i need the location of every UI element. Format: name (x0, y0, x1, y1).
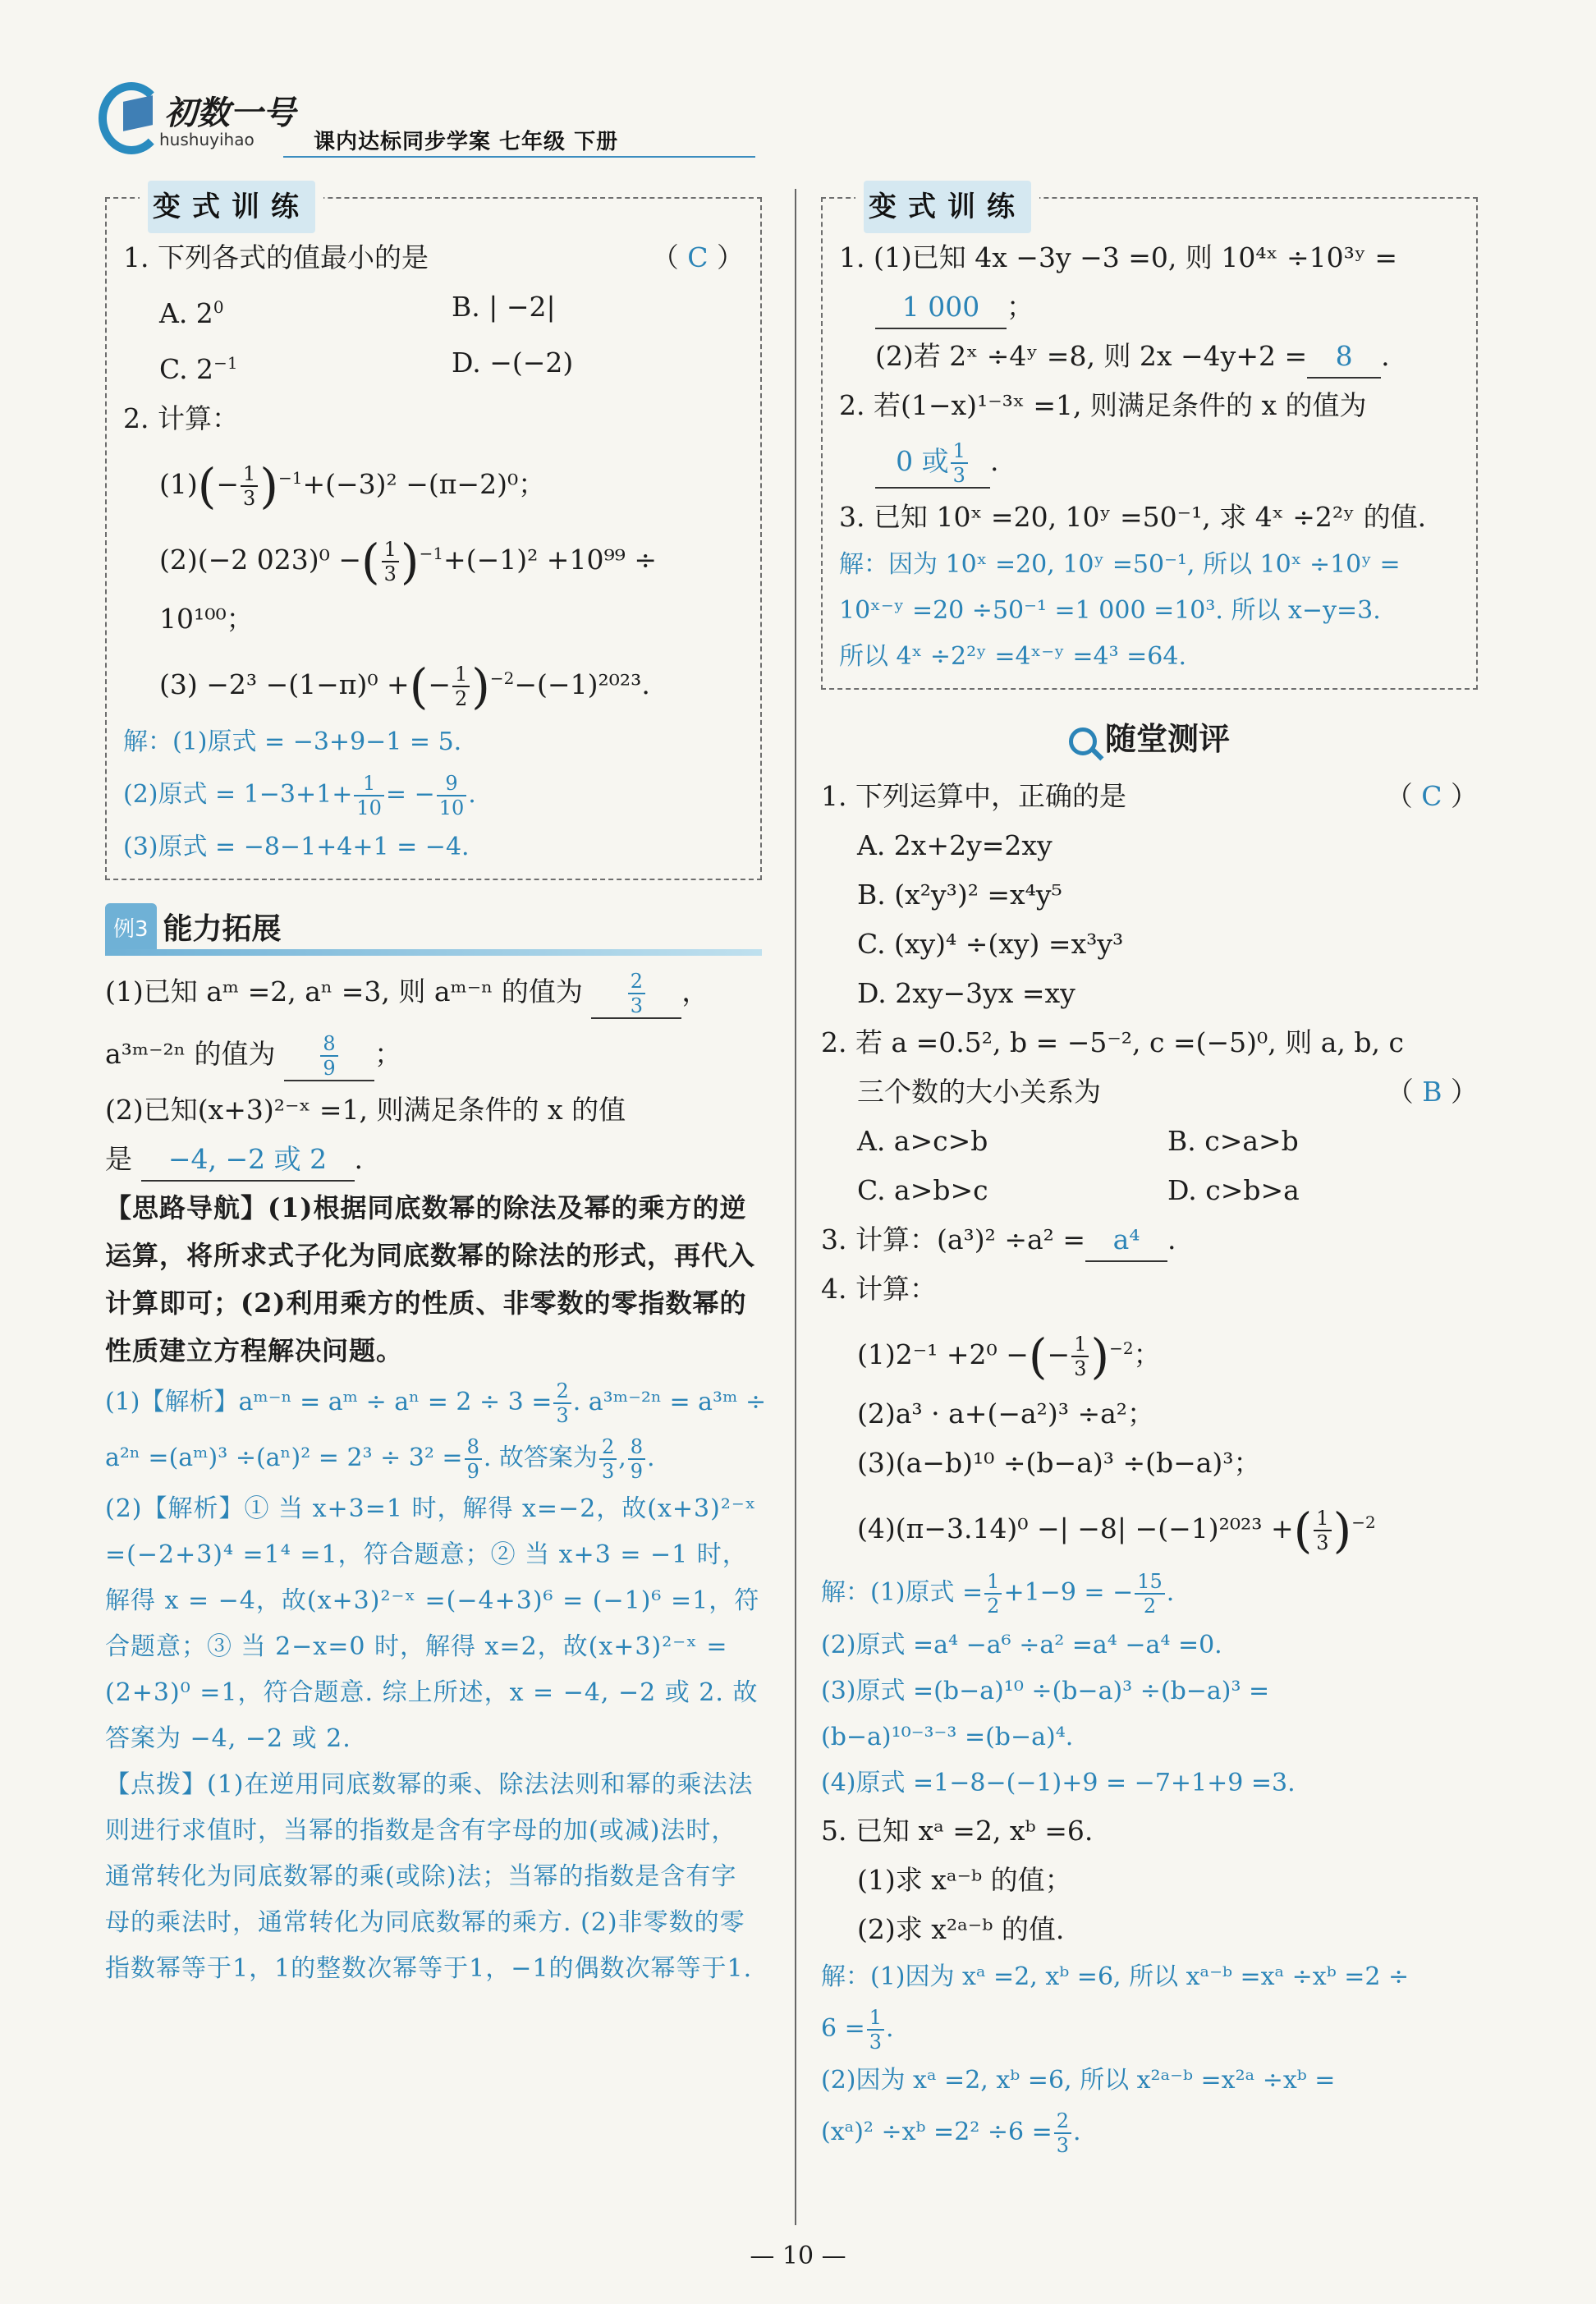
quiz-solution-4: (4)原式 =1−8−(−1)+9 = −7+1+9 =3. (821, 1769, 1296, 1797)
question-2: 2. 若(1−x)¹⁻³ˣ =1, 则满足条件的 x 的值为 (839, 389, 1367, 421)
question-2: 2. 计算： (123, 402, 239, 434)
header (99, 82, 673, 164)
quiz-q5-2: (2)求 x²ᵃ⁻ᵇ 的值. (857, 1913, 1065, 1945)
example-part-2: (2)已知(x+3)²⁻ˣ =1, 则满足条件的 x 的值 (105, 1094, 626, 1126)
analysis-2: (2)【解析】① 当 x+3=1 时，解得 x=−2，故(x+3)²⁻ˣ =(−2+3)⁴ =1⁴ =1，符合题意；② 当 x+3 = −1 时，解得 x = −4，故(x+3)²⁻ˣ =(−4+3)⁶ = (−1)⁶ =1，符合题意；③ 当 2−x=0 时，解得 x=2，故(x+3)²⁻ˣ =(2+3)⁰ =1，符合题意. 综上所述，x = −4, −2 或 2. 故答案为 −4, −2 或 2. (105, 1494, 760, 1753)
answer-blank: a⁴ (1085, 1219, 1167, 1262)
answer-blank: 8 (1307, 336, 1381, 379)
example-3-heading (105, 903, 762, 954)
quiz-heading: 随堂测评 (821, 714, 1478, 764)
variant-practice-box-right (821, 190, 1478, 690)
answer-blank: $\frac{8}{9}$ (284, 1032, 374, 1081)
box-title: 变式训练 (855, 181, 1039, 233)
example-part-1b: a³ᵐ⁻²ⁿ 的值为 $\frac{8}{9}$ ； (105, 1032, 402, 1080)
calc-3: (3) −2³ −(1−π)⁰ +(− $\frac{1}{2}$ )$^{-2}$−(−1)²⁰²³. (159, 659, 650, 714)
question-1-answer: 1 000 ； (839, 282, 1460, 332)
option-a: A. 2x+2y=2xy (857, 829, 1053, 861)
quiz-q4-2: (2)a³ · a+(−a²)³ ÷a²； (857, 1398, 1155, 1430)
quiz-q5-solution-1: 解：(1)因为 xᵃ =2, xᵇ =6, 所以 xᵃ⁻ᵇ =xᵃ ÷xᵇ =2 ÷ (821, 1962, 1410, 1991)
quiz-q5-1: (1)求 xᵃ⁻ᵇ 的值； (857, 1864, 1072, 1896)
answer-blank: $\frac{2}{3}$ (591, 970, 681, 1019)
header-rule (283, 156, 755, 158)
quiz-q4-4: (4)(π−3.14)⁰ −| −8| −(−1)²⁰²³ +( $\frac{1}{3}$ )$^{-2}$ (857, 1503, 1376, 1558)
box-title: 变式训练 (140, 181, 323, 233)
options-row: C. a>b>c D. c>b>a (857, 1174, 1300, 1206)
options-row: A. a>c>b B. c>a>b (857, 1125, 1299, 1157)
quiz-q4-1: (1)2⁻¹ +2⁰ −(− $\frac{1}{3}$ )$^{-2}$； (857, 1329, 1161, 1384)
option-c: C. (xy)⁴ ÷(xy) =x³y³ (857, 928, 1124, 960)
thinking-guide: 【思路导航】(1)根据同底数幂的除法及幂的乘方的逆运算，将所求式子化为同底数幂的除法的形式，再代入计算即可；(2)利用乘方的性质、非零数的零指数幂的性质建立方程解决问题。 (105, 1192, 756, 1366)
solution-3c: 所以 4ˣ ÷2²ʸ =4ˣ⁻ʸ =4³ =64. (839, 642, 1187, 671)
calc-2: (2)(−2 023)⁰ −( $\frac{1}{3}$ )$^{-1}$+(−1)² +10⁹⁹ ÷ (159, 534, 658, 590)
quiz-solution-2: (2)原式 =a⁴ −a⁶ ÷a² =a⁴ −a⁴ =0. (821, 1631, 1222, 1659)
solution-2: (2)原式 = 1−3+1+ $\frac{1}{10}$ = − $\frac{9}{10}$ . (123, 772, 476, 819)
answer-blank: −4, −2 或 2 (141, 1139, 355, 1182)
question-1-part-2: (2)若 2ˣ ÷4ʸ =8, 则 2x −4y+2 = 8 . (839, 332, 1460, 381)
question-2-answer: 0 或 $\frac{1}{3}$ . (839, 430, 1460, 493)
options-row: A. $2^0$ B. | −2| (159, 291, 556, 329)
tip: 【点拨】(1)在逆用同底数幂的乘、除法法则和幂的乘法法则进行求值时，当幂的指数是含有字母的加(或减)法时，通常转化为同底数幂的乘(或除)法；当幂的指数是含有字母的乘法时，通常转化为同底数幂的乘方. (2)非零数的零指数幂等于1，1的整数次幂等于1，−1的偶数次幂等于1. (105, 1770, 754, 1983)
option-d: D. 2xy−3yx =xy (857, 977, 1075, 1009)
answer-blank: 0 或 $\frac{1}{3}$ (875, 439, 990, 489)
example-part-1: (1)已知 aᵐ =2, aⁿ =3, 则 aᵐ⁻ⁿ 的值为 $\frac{2}{3}$ ， (105, 970, 709, 1017)
solution-3: 解：因为 10ˣ =20, 10ʸ =50⁻¹, 所以 10ˣ ÷10ʸ = (839, 550, 1401, 579)
quiz-q5-solution-2b: (xᵃ)² ÷xᵇ =2² ÷6 = $\frac{2}{3}$ . (821, 2109, 1081, 2157)
answer-blank: 1 000 (875, 287, 1007, 329)
quiz-solution-1: 解：(1)原式 = $\frac{1}{2}$ +1−9 = − $\frac{15}{2}$ . (821, 1570, 1175, 1618)
solution-3: (3)原式 = −8−1+4+1 = −4. (123, 833, 470, 861)
example-part-2b: 是 −4, −2 或 2 . (105, 1135, 762, 1184)
magnifier-icon (1069, 727, 1097, 755)
solution-1: 解：(1)原式 = −3+9−1 = 5. (123, 727, 462, 756)
quiz-q1: 1. 下列运算中，正确的是 （ C ） (821, 780, 1478, 812)
analysis-1b: a²ⁿ =(aᵐ)³ ÷(aⁿ)² = 2³ ÷ 3² = $\frac{8}{9}$ . 故答案为 $\frac{2}{3}$ , $\frac{8}{9}$ . (105, 1435, 655, 1483)
page-number: — 10 — (750, 2242, 846, 2270)
calc-1: (1)(− $\frac{1}{3}$ )$^{-1}$+(−3)² −(π−2)⁰； (159, 458, 546, 514)
column-divider (795, 189, 796, 2225)
option-b: B. (x²y³)² =x⁴y⁵ (857, 879, 1062, 911)
answer-choice: C (687, 241, 709, 273)
brand-name: 初数一号 (164, 94, 296, 132)
quiz-q2b: 三个数的大小关系为 （ B ） (857, 1076, 1478, 1108)
quiz-q4: 4. 计算： (821, 1273, 937, 1305)
question-1: 1. 下列各式的值最小的是 （ C ） (123, 241, 744, 273)
variant-practice-box-left (105, 190, 762, 880)
quiz-q5-solution-1b: 6 = $\frac{1}{3}$ . (821, 2006, 894, 2054)
calc-2-cont: 10¹⁰⁰； (159, 603, 254, 635)
brand-pinyin: hushuyihao (159, 130, 255, 149)
quiz-q4-3: (3)(a−b)¹⁰ ÷(b−a)³ ÷(b−a)³； (857, 1447, 1261, 1479)
example-title: 能力拓展 (163, 912, 282, 946)
quiz-q5: 5. 已知 xᵃ =2, xᵇ =6. (821, 1815, 1094, 1847)
left-column (105, 190, 767, 1992)
solution-3b: 10ˣ⁻ʸ =20 ÷50⁻¹ =1 000 =10³. 所以 x−y=3. (839, 596, 1381, 625)
quiz-solution-3: (3)原式 =(b−a)¹⁰ ÷(b−a)³ ÷(b−a)³ = (821, 1677, 1270, 1705)
analysis-1: (1)【解析】aᵐ⁻ⁿ = aᵐ ÷ aⁿ = 2 ÷ 3 = $\frac{2}{3}$ . a³ᵐ⁻²ⁿ = a³ᵐ ÷ (105, 1379, 767, 1427)
quiz-q5-solution-2: (2)因为 xᵃ =2, xᵇ =6, 所以 x²ᵃ⁻ᵇ =x²ᵃ ÷xᵇ = (821, 2066, 1336, 2095)
book-subtitle: 课内达标同步学案 七年级 下册 (314, 130, 619, 154)
example-badge: 例3 (105, 903, 157, 956)
quiz-q3: 3. 计算：(a³)² ÷a² = a⁴ . (821, 1215, 1478, 1264)
question-3: 3. 已知 10ˣ =20, 10ʸ =50⁻¹, 求 4ˣ ÷2²ʸ 的值. (839, 501, 1427, 533)
quiz-solution-3b: (b−a)¹⁰⁻³⁻³ =(b−a)⁴. (821, 1723, 1074, 1751)
right-column (821, 190, 1478, 2161)
question-1: 1. (1)已知 4x −3y −3 =0, 则 10⁴ˣ ÷10³ʸ = (839, 241, 1398, 273)
quiz-q2: 2. 若 a =0.5², b = −5⁻², c =(−5)⁰, 则 a, b, c (821, 1026, 1404, 1058)
options-row: C. $2^{-1}$ D. −(−2) (159, 347, 574, 385)
heading-rule (105, 949, 762, 956)
logo-cube-icon (123, 95, 153, 131)
